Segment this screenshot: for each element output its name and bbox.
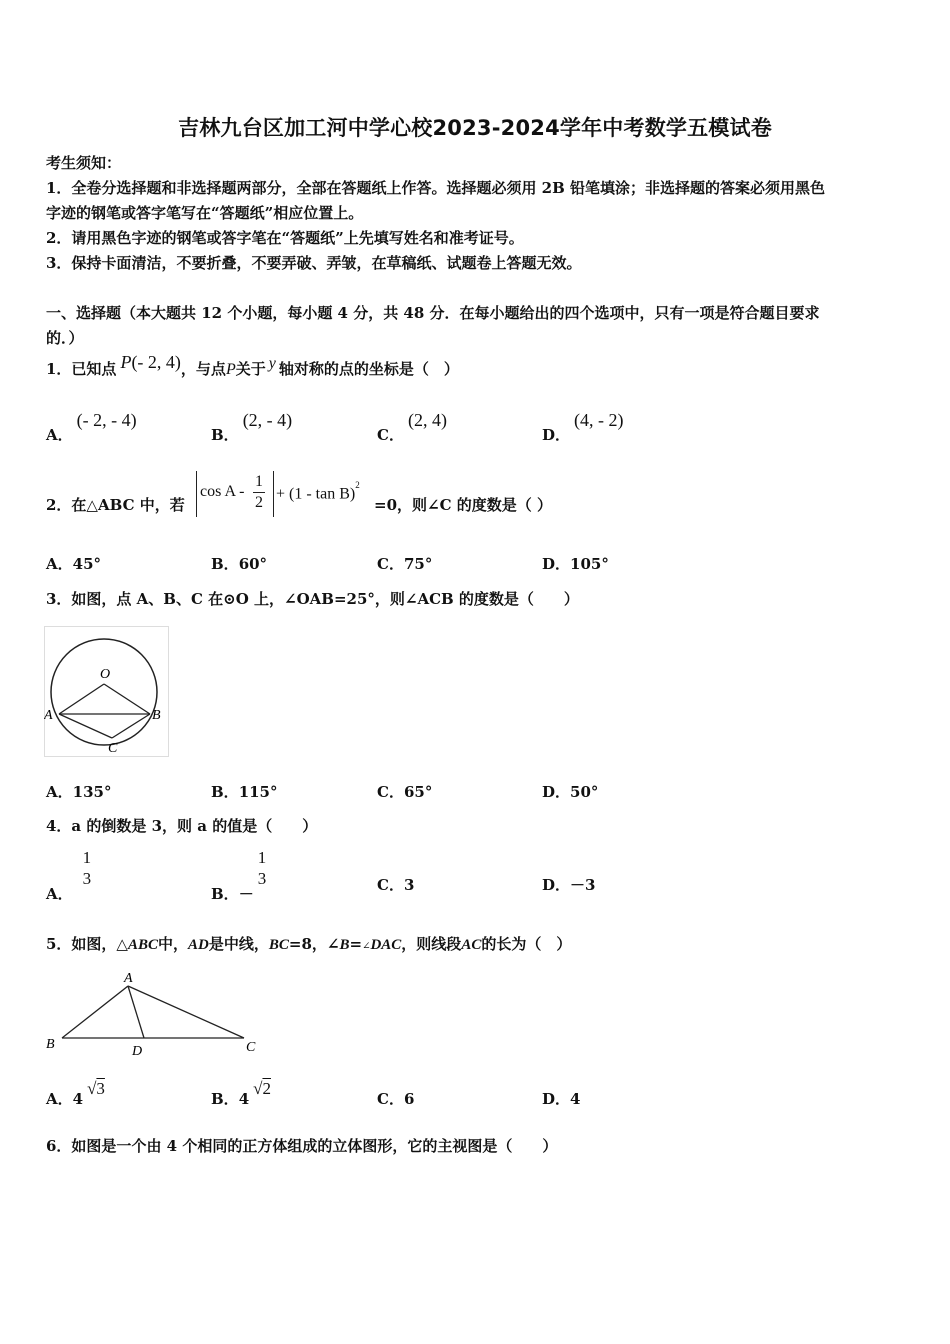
q4-option-a[interactable]: A． $\frac{1}{3}$ (46, 848, 92, 903)
q3-option-a[interactable]: A．135° (46, 783, 112, 801)
notice-heading: 考生须知： (46, 154, 122, 172)
label-o: O (100, 667, 111, 682)
q1-point: P (120, 352, 132, 372)
q2-option-d[interactable]: D．105° (542, 555, 609, 573)
q3-circle-figure (44, 626, 170, 758)
q1-prefix: 1．已知点 (46, 360, 117, 378)
label-a: A (44, 708, 53, 723)
label-b: B (152, 708, 161, 723)
notice-item-1: 1．全卷分选择题和非选择题两部分，全部在答题纸上作答。选择题必须用 2B 铅笔填涂；非选择题的答案必须用黑色 (46, 179, 826, 197)
notice-item-1-cont: 字迹的钢笔或答字笔写在“答题纸”相应位置上。 (46, 204, 364, 222)
label-a: A (124, 971, 133, 986)
q2-abs-value (196, 471, 274, 517)
q3-figure-frame (45, 627, 169, 757)
question-4: 4．a 的倒数是 3，则 a 的值是（ ） (46, 817, 318, 835)
q1-axis: y (268, 355, 276, 372)
question-1 (46, 352, 459, 379)
q4-option-b[interactable]: B．－ $\frac{1}{3}$ (211, 848, 267, 903)
q1-option-c[interactable]: C．(2, 4) (377, 410, 447, 444)
q1-mid: ，与点 (180, 360, 226, 378)
q1-option-b[interactable]: B．(2, - 4) (211, 410, 293, 444)
label-c: C (246, 1040, 256, 1055)
q2-prefix: 2．在△ABC 中，若 (46, 496, 185, 514)
q2-option-b[interactable]: B．60° (211, 555, 268, 573)
q1-point2: P (225, 361, 236, 378)
page-title: 吉林九台区加工河中学心校2023-2024学年中考数学五模试卷 (178, 116, 772, 140)
q5-triangle-figure (44, 964, 264, 1060)
q1-option-a[interactable]: A．(- 2, - 4) (46, 410, 137, 444)
q5-option-b[interactable]: B．4√2 (211, 1079, 271, 1108)
q2-suffix: =0，则∠C 的度数是（ ） (374, 496, 552, 514)
segment-oa (59, 684, 104, 714)
segment-ac (128, 986, 244, 1038)
q2-option-a[interactable]: A．45° (46, 555, 102, 573)
q2-fraction: $\frac{1}{2}$ (255, 473, 263, 511)
circle-o (51, 639, 157, 745)
notice-item-3: 3．保持卡面清洁，不要折叠，不要弄破、弄皱，在草稿纸、试题卷上答题无效。 (46, 254, 582, 272)
q4-option-d[interactable]: D．－3 (542, 876, 596, 894)
q5-option-c[interactable]: C．6 (377, 1090, 415, 1108)
notice-item-2: 2．请用黑色字迹的钢笔或答字笔在“答题纸”上先填写姓名和准考证号。 (46, 229, 524, 247)
segment-ac (59, 714, 112, 738)
label-b: B (46, 1037, 55, 1052)
q2-cos: cos A - (200, 483, 245, 500)
section-heading: 一、选择题（本大题共 12 个小题，每小题 4 分，共 48 分．在每小题给出的四个选项中，只有一项是符合题目要求 (46, 304, 820, 322)
question-5: 5．如图，△ABC中，AD是中线，BC=8，∠B=∠DAC，则线段AC的长为（ ） (46, 935, 572, 953)
q3-option-c[interactable]: C．65° (377, 783, 433, 801)
q2-option-c[interactable]: C．75° (377, 555, 433, 573)
q1-mid2: 关于 (235, 360, 266, 378)
segment-ob (104, 684, 150, 714)
q5-option-a[interactable]: A．4√3 (46, 1079, 105, 1108)
question-6: 6．如图是一个由 4 个相同的正方体组成的立体图形，它的主视图是（ ） (46, 1137, 558, 1155)
q3-option-b[interactable]: B．115° (211, 783, 278, 801)
segment-ab (62, 986, 128, 1038)
q5-option-d[interactable]: D．4 (542, 1090, 581, 1108)
question-3: 3．如图，点 A、B、C 在⊙O 上，∠OAB=25°，则∠ACB 的度数是（ ） (46, 590, 579, 608)
question-2 (46, 494, 185, 515)
section-heading-cont: 的．） (46, 329, 84, 347)
q1-option-d[interactable]: D．(4, - 2) (542, 410, 624, 444)
q1-coord: (- 2, 4) (131, 352, 181, 372)
q1-suffix: 轴对称的点的坐标是（ ） (278, 360, 459, 378)
q2-tan-term: + (1 - tan B)$^2$ (276, 480, 360, 503)
label-d: D (132, 1044, 143, 1059)
label-c: C (108, 741, 118, 756)
q4-option-c[interactable]: C．3 (377, 876, 415, 894)
q3-option-d[interactable]: D．50° (542, 783, 599, 801)
segment-ad (128, 986, 144, 1038)
